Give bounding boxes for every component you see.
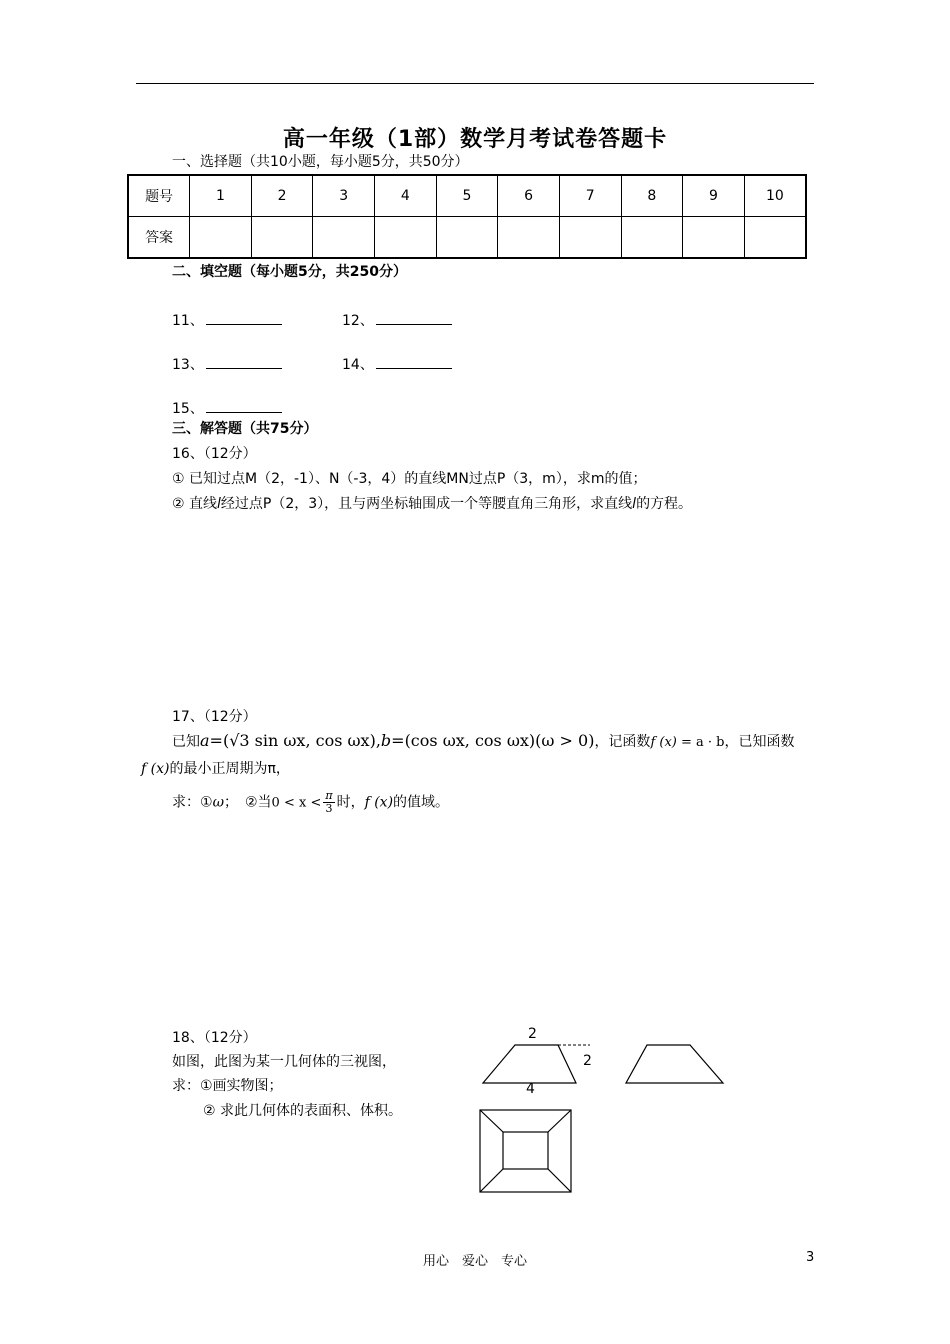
side-view xyxy=(626,1045,723,1083)
page-title: 高一年级（1部）数学月考试卷答题卡 xyxy=(282,127,668,152)
top-view-edge xyxy=(548,1110,571,1132)
table-row-answers xyxy=(128,217,806,259)
q17-text: 求：① xyxy=(172,794,213,811)
label-bottom-width: 4 xyxy=(526,1081,535,1097)
top-view-inner xyxy=(503,1132,548,1169)
q16-text: ② 直线 xyxy=(172,496,218,512)
q17-formula: f (x) xyxy=(650,735,677,750)
answer-table xyxy=(127,174,807,259)
omega-symbol: ω xyxy=(212,794,224,811)
answer-cell[interactable] xyxy=(190,217,252,259)
fill-label: 13、 xyxy=(172,357,204,373)
fill-label: 12、 xyxy=(342,313,374,329)
question-number: 2 xyxy=(251,175,313,217)
fill-item-12 xyxy=(342,308,452,330)
footer-slogan: 用心 爱心 专心 xyxy=(422,1254,527,1269)
q16-text: 的方程。 xyxy=(636,496,693,512)
top-view-edge xyxy=(480,1169,503,1192)
table-row-numbers xyxy=(128,175,806,217)
question-number: 4 xyxy=(375,175,437,217)
question-number: 9 xyxy=(683,175,745,217)
top-view-edge xyxy=(480,1110,503,1132)
vector-b: b xyxy=(380,731,392,750)
answer-cell[interactable] xyxy=(436,217,498,259)
question-number: 3 xyxy=(313,175,375,217)
front-view xyxy=(483,1045,576,1083)
q17-text: ； ②当 xyxy=(223,794,272,811)
answer-cell[interactable] xyxy=(251,217,313,259)
fill-item-13 xyxy=(172,352,282,374)
answer-blank[interactable] xyxy=(206,396,282,413)
answer-blank[interactable] xyxy=(206,352,282,369)
q16-text: 经过点P（2，3），且与两坐标轴围成一个等腰直角三角形，求直线 xyxy=(220,496,633,512)
answer-blank[interactable] xyxy=(376,352,452,369)
q17-text: 的最小正周期为π， xyxy=(169,761,290,777)
fraction-numerator: π xyxy=(325,789,333,802)
q17-line3 xyxy=(172,790,449,816)
q18-line1: 如图，此图为某一几何体的三视图， xyxy=(172,1054,396,1070)
fill-item-11 xyxy=(172,308,282,330)
q17-formula: f (x) xyxy=(364,794,394,811)
answer-cell[interactable] xyxy=(498,217,560,259)
fill-label: 14、 xyxy=(342,357,374,373)
line-symbol: l xyxy=(632,496,637,512)
q17-line1 xyxy=(172,731,795,753)
q18-line2: 求：①画实物图； xyxy=(172,1078,283,1094)
q17-text: 已知 xyxy=(172,734,200,750)
q17-text: ，记函数 xyxy=(594,734,651,750)
question-number: 7 xyxy=(559,175,621,217)
question-number: 1 xyxy=(190,175,252,217)
answer-blank[interactable] xyxy=(376,308,452,325)
answer-cell[interactable] xyxy=(621,217,683,259)
answer-blank[interactable] xyxy=(206,308,282,325)
section1-heading: 一、选择题（共10小题，每小题5分，共50分） xyxy=(172,154,469,170)
q18-label: 18、（12分） xyxy=(172,1030,257,1046)
q17-text: ，已知函数 xyxy=(724,734,795,750)
question-number: 8 xyxy=(621,175,683,217)
vector-a: a xyxy=(200,731,210,750)
q16-part1: ① 已知过点M（2，-1）、N（-3，4）的直线MN过点P（3，m），求m的值； xyxy=(172,471,647,487)
q17-text: 时， xyxy=(336,794,365,811)
q17-formula: = a · b xyxy=(681,735,725,750)
q18-line3: ② 求此几何体的表面积、体积。 xyxy=(203,1103,403,1119)
question-number: 6 xyxy=(498,175,560,217)
fraction-pi-over-3 xyxy=(323,790,334,815)
q17-formula: 0 < x < xyxy=(271,795,322,811)
answer-cell[interactable] xyxy=(559,217,621,259)
answer-cell[interactable] xyxy=(313,217,375,259)
line-symbol: l xyxy=(217,496,221,512)
answer-cell[interactable] xyxy=(375,217,437,259)
fill-item-15 xyxy=(172,396,282,418)
question-number: 5 xyxy=(436,175,498,217)
q17-formula: =(√3 sin ωx, cos ωx), xyxy=(209,731,381,750)
three-view-figure xyxy=(470,1018,740,1198)
q17-line2 xyxy=(141,759,290,779)
answer-cell[interactable] xyxy=(744,217,806,259)
question-number: 10 xyxy=(744,175,806,217)
section2-heading: 二、填空题（每小题5分，共250分） xyxy=(172,264,407,280)
fill-label: 11、 xyxy=(172,313,204,329)
answer-cell[interactable] xyxy=(683,217,745,259)
fill-label: 15、 xyxy=(172,401,204,417)
top-view-edge xyxy=(548,1169,571,1192)
label-height: 2 xyxy=(583,1053,592,1069)
fraction-denominator: 3 xyxy=(325,802,333,815)
fill-item-14 xyxy=(342,352,452,374)
row-label-number: 题号 xyxy=(128,175,190,217)
section3-heading: 三、解答题（共75分） xyxy=(172,421,318,437)
q16-label: 16、（12分） xyxy=(172,446,257,462)
row-label-answer: 答案 xyxy=(128,217,190,259)
page-number: 3 xyxy=(806,1250,815,1265)
label-top-width: 2 xyxy=(528,1026,537,1042)
q16-part2 xyxy=(172,494,692,514)
q17-formula: f (x) xyxy=(141,761,170,777)
top-rule xyxy=(136,83,814,84)
q17-label: 17、（12分） xyxy=(172,709,257,725)
q17-text: 的值域。 xyxy=(393,794,450,811)
q17-formula: =(cos ωx, cos ωx)(ω > 0) xyxy=(391,731,595,750)
